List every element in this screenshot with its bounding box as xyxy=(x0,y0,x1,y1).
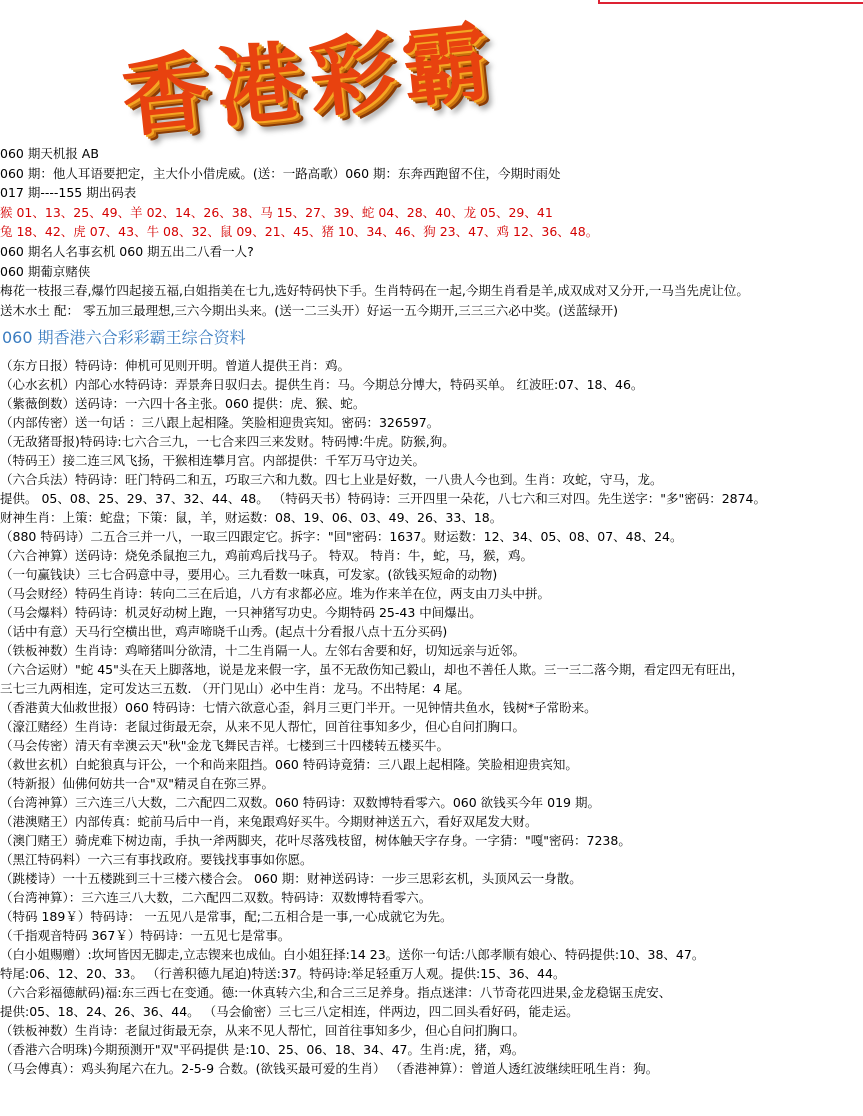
body-line: （香港六合明珠)今期预测开"双"平码提供 是:10、25、06、18、34、47。生肖:虎，猪，鸡。 xyxy=(0,1042,525,1057)
body-line: （台湾神算）三六连三八大数，二六配四二双数。060 特码诗：双数博特看零六。060 欲钱买今年 019 期。 xyxy=(0,795,600,810)
body-line: （马会财经）特码生肖诗：转向二三在后追，八方有求都必应。堆为作来羊在位，两支由刀头中拼。 xyxy=(0,586,551,601)
zodiac-number-line: 兔 18、42、虎 07、43、牛 08、32、鼠 09、21、45、猪 10、34、46、狗 23、47、鸡 12、36、48。 xyxy=(0,224,599,240)
body-line: （东方日报）特码诗：伸机可见则开明。曾道人提供王肖：鸡。 xyxy=(0,358,351,373)
body-line: （六合神算）送码诗：烧免杀鼠抱三九，鸡前鸡后找马子。 特双。 特肖：牛，蛇，马，猴，鸡。 xyxy=(0,548,533,563)
body-line: （马会传密）清天有幸澳云天"秋"金龙飞舞民吉祥。七楼到三十四楼转五楼买牛。 xyxy=(0,738,450,753)
body-line: （白小姐赐赠）:坎坷皆因无脚走,立志锲来也成仙。白小姐狂择:14 23。送你一句话:八郎孝顺有娘心、特码提供:10、38、47。 xyxy=(0,947,705,962)
body-line: （香港黄大仙救世报）060 特码诗：七情六欲意心歪，斜月三更门半开。一见钟情共鱼水，钱树*子常盼来。 xyxy=(0,700,597,715)
header-line: 060 期：他人耳语要把定，主大仆小借虎威。(送：一路高歌）060 期：东奔西跑留不住，今期时雨处 xyxy=(0,165,561,181)
body-line: （六合运财）"蛇 45"头在天上脚落地，说是龙来假一字，虽不无敌伤知己毅山，却也不善任人欺。三一三二落今期，看定四无有旺出， xyxy=(0,662,744,677)
body-line: （紫薇倒数）送码诗：一六四十各主张。060 提供：虎、猴、蛇。 xyxy=(0,396,366,411)
info-line: 060 期葡京赌侠 xyxy=(0,263,91,279)
body-line: （台湾神算）：三六连三八大数，二六配四二双数。特码诗：双数博特看零六。 xyxy=(0,890,432,905)
info-line: 梅花一枝报三春,爆竹四起接五福,白姐指美在七九,选好特码快下手。生肖特码在一起,今期生肖看是羊,成双成对又分开,一马当先虎让位。 xyxy=(0,283,749,299)
body-line: 财神生肖：上策：蛇盘；下策：鼠，羊，财运数：08、19、06、03、49、26、33、18。 xyxy=(0,510,503,525)
body-line: （六合兵法）特码诗：旺门特码二和五，巧取三六和九数。四七上业是好数，一八贵人今也到。生肖：攻蛇，守马，龙。 xyxy=(0,472,663,487)
body-line: （一句赢钱诀）三七合码意中寻，要用心。三九看数一味真，可发家。(欲钱买短命的动物) xyxy=(0,567,498,582)
info-line: 060 期名人名事玄机 060 期五出二八看一人? xyxy=(0,243,254,259)
body-line: （六合彩福德献码)福:东三西七在变通。德:一休真转六尘,和合三三足养身。指点迷津：八节奇花四进果,金龙稳锯玉虎安、 xyxy=(0,985,672,1000)
section-title: 060 期香港六合彩彩霸王综合资料 xyxy=(2,328,246,347)
body-line: （心水玄机）内部心水特码诗：弄景奔日驭归去。提供生肖：马。今期总分博大，特码买单。 红波旺:07、18、46。 xyxy=(0,377,644,392)
zodiac-number-line: 猴 01、13、25、49、羊 02、14、26、38、马 15、27、39、蛇 04、28、40、龙 05、29、41 xyxy=(0,204,553,220)
body-line: 三七三九两相连，定可发达三五数. （开门见山）必中生肖：龙马。不出特尾：4 尾。 xyxy=(0,681,470,696)
body-line: （特码 189￥）特码诗： 一五见八是常事，配;二五相合是一事,一心成就它为先。 xyxy=(0,909,453,924)
body-line: 特尾:06、12、20、33。 （行善积德九尾迫)特送:37。特码诗:举足轻重万人观。提供:15、36、44。 xyxy=(0,966,566,981)
info-line: 送木水土 配： 零五加三最理想,三六今期出头来。(送一二三头开）好运一五今期开,三三三六必中奖。(送蓝绿开) xyxy=(0,302,619,318)
body-line xyxy=(0,1078,863,1097)
header-line: 017 期----155 期出码表 xyxy=(0,185,137,201)
body-line: （铁板神数）生肖诗：鸡啼猪叫分欲清，十二生肖隔一人。左邻右舍要和好，切知远亲与近邻。 xyxy=(0,643,526,658)
body-line: （跳楼诗）一十五楼跳到三十三楼六楼合会。 060 期：财神送码诗：一步三思彩玄机，头顶风云一身散。 xyxy=(0,871,582,886)
body-line: （黑江特码料）一六三有事找政府。要钱找事事如你愿。 xyxy=(0,852,313,867)
body-line: （马会爆料）特码诗：机灵好动树上跑，一只神猪写功史。今期特码 25-43 中间爆出。 xyxy=(0,605,482,620)
top-border-decoration xyxy=(598,0,863,4)
body-line: （铁板神数）生肖诗：老鼠过街最无奈，从来不见人帮忙，回首往事知多少，但心自问扪胸口。 xyxy=(0,1023,526,1038)
body-line: 提供。 05、08、25、29、37、32、44、48。 （特码天书）特码诗：三开四里一朵花，八七六和三对四。先生送字："多"密码：2874。 xyxy=(0,491,767,506)
intro-section xyxy=(0,144,863,320)
body-line: （救世玄机）白蛇狼真与讦公，一个和尚来阻挡。060 特码诗竟猜：三八跟上起相隆。笑脸相迎贵宾知。 xyxy=(0,757,578,772)
body-line: （马会傅真）：鸡头狗尾六在九。2-5-9 合数。(欲钱买最可爱的生肖） （香港神算）：曾道人透红波继续旺吼生肖：狗。 xyxy=(0,1061,659,1076)
body-line: （特新报）仙佛何妨共一合"双"精灵自在弥三界。 xyxy=(0,776,274,791)
body-line: 提供:05、18、24、26、36、44。 （马会偷密）三七三八定相连，伴两边，四二回头看好码，能走运。 xyxy=(0,1004,579,1019)
body-line: （澳门赌王）骑虎难下树边南，手执一斧两脚夹，花叶尽落残枝留，树体触天字存身。一字猜："嘎"密码：7238。 xyxy=(0,833,631,848)
body-line: （无敌猪哥报)特码诗:七六合三九，一七合来四三来发财。特码博:牛虎。防猴,狗。 xyxy=(0,434,455,449)
body-line: （港澳赌王）内部传真：蛇前马后中一肖，来兔跟鸡好买牛。今期财神送五六，看好双尾发大财。 xyxy=(0,814,538,829)
body-line: （880 特码诗）二五合三并一八，一取三四跟定它。拆字："回"密码：1637。财运数：12、34、05、08、07、48、24。 xyxy=(0,529,683,544)
logo xyxy=(117,10,568,151)
body-line: （千指观音特码 367￥）特码诗：一五见七是常事。 xyxy=(0,928,291,943)
body-line: （内部传密）送一句话 ：三八跟上起相隆。笑脸相迎贵宾知。密码：326597。 xyxy=(0,415,440,430)
logo-text: 香港彩霸 xyxy=(117,10,502,151)
body-line: （话中有意）天马行空横出世，鸡声啼晓千山秀。(起点十分看报八点十五分买码) xyxy=(0,624,448,639)
body-line: （濠江赌经）生肖诗：老鼠过街最无奈，从来不见人帮忙，回首往事知多少，但心自问扪胸口。 xyxy=(0,719,526,734)
header-line: 060 期天机报 AB xyxy=(0,146,99,161)
body-section xyxy=(0,356,863,1097)
body-line: （特码王）接二连三风飞扬，干猴相连攀月宫。内部提供：千军万马守边关。 xyxy=(0,453,426,468)
